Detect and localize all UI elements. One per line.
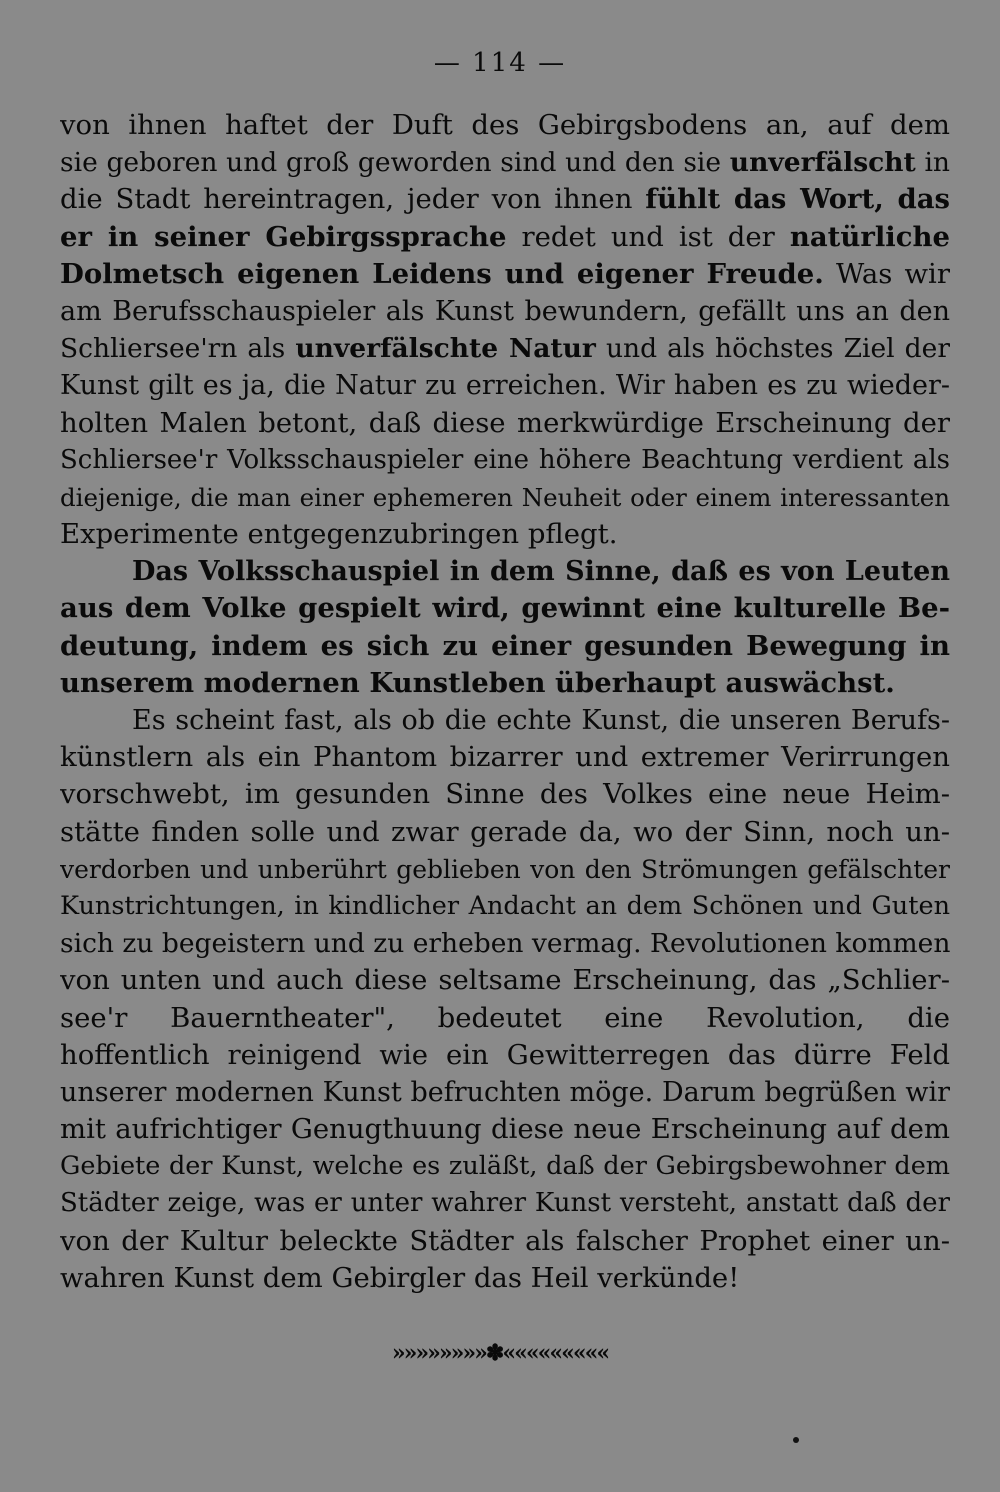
text-segment: Schliersee'r Volksschauspieler eine höhere Beachtung verdient als [60,444,950,475]
text-line [60,739,950,776]
text-line [60,1111,950,1148]
text-segment: von ihnen haftet der Duft des Gebirgsbodens an, auf dem [60,109,950,141]
text-line [60,888,950,925]
text-segment: die Stadt hereintragen, jeder von ihnen [60,183,646,216]
emphasized-text: aus dem Volke gespielt wird, gewinnt eine kulturelle Be- [60,592,950,625]
text-line [60,962,950,999]
text-segment: diejenige, die man einer ephemeren Neuheit oder einem interessanten [60,482,950,512]
text-segment: Es scheint fast, als ob die echte Kunst, die unseren Berufs- [132,705,950,736]
text-segment: see'r Bauerntheater", bedeutet eine Revolution, die [60,1001,950,1034]
text-segment: wahren Kunst dem Gebirgler das Heil verkünde! [60,1261,740,1294]
emphasized-text: unverfälscht [729,147,916,179]
text-line [60,665,950,702]
text-line [60,590,950,627]
emphasized-text: unserem modernen Kunstleben überhaupt auswächst. [60,666,895,699]
text-segment: künstlern als ein Phantom bizarrer und extremer Verirrungen [60,741,950,774]
text-segment: verdorben und unberührt geblieben von den Strömungen gefälschter [60,854,950,884]
emphasized-text: natürliche [789,220,950,253]
text-segment: von unten und auch diese seltsame Erscheinung, das „Schlier- [60,964,950,997]
emphasized-text: Dolmetsch eigenen Leidens und eigener Freude. [60,257,824,290]
text-line [60,330,950,367]
text-line [60,442,950,479]
text-segment: unserer modernen Kunst befruchten möge. Darum begrüßen wir [60,1076,950,1108]
text-segment: Städter zeige, was er unter wahrer Kunst versteht, anstatt daß der [60,1188,950,1219]
text-segment: am Berufsschauspieler als Kunst bewundern, gefällt uns an den [60,295,950,327]
emphasized-text: unverfälschte Natur [295,333,596,365]
text-segment: sich zu begeistern und zu erheben vermag. Revolutionen kommen [60,928,950,960]
text-segment: und als höchstes Ziel der [595,333,950,365]
text-segment: Kunst gilt es ja, die Natur zu erreichen. Wir haben es zu wieder- [60,370,950,402]
text-line [60,1260,950,1297]
text-segment: mit aufrichtiger Genugthuung diese neue Erscheinung auf dem [60,1113,950,1146]
text-line [60,1000,950,1037]
text-line [60,1148,950,1185]
text-line [60,107,950,144]
text-line [60,144,950,181]
text-line [60,851,950,888]
fleuron-divider-icon: »»»»»»»»✽««««««««« [391,1340,609,1366]
emphasized-text: Das Volksschauspiel in dem Sinne, daß es von Leuten [132,556,950,588]
text-segment: von der Kultur beleckte Städter als falscher Prophet einer un- [60,1224,950,1257]
text-segment: Schliersee'rn als [60,333,296,365]
text-line [60,479,950,516]
text-line [60,1037,950,1074]
page-number: — 114 — [433,48,567,78]
text-segment: stätte finden solle und zwar gerade da, wo der Sinn, noch un- [60,815,950,848]
text-line [60,925,950,962]
text-line [60,219,950,256]
text-segment: hoffentlich reinigend wie ein Gewitterregen das dürre Feld [60,1038,950,1071]
text-segment: holten Malen betont, daß diese merkwürdige Erscheinung der [60,406,950,439]
text-line [60,367,950,404]
text-segment: sie geboren und groß geworden sind und den sie [60,147,730,179]
text-line [60,814,950,851]
text-line [60,293,950,330]
text-line [60,1223,950,1260]
text-segment: Gebiete der Kunst, welche es zuläßt, daß der Gebirgsbewohner dem [60,1151,950,1182]
text-segment: redet und ist der [506,220,790,253]
text-line [60,405,950,442]
body-text [60,107,950,1297]
ink-speck [793,1437,799,1443]
text-segment: Kunstrichtungen, in kindlicher Andacht an dem Schönen und Guten [60,890,950,921]
text-segment: in [915,147,950,179]
text-line [60,1074,950,1111]
emphasized-text: deutung, indem es sich zu einer gesunden Bewegung in [60,629,950,662]
text-line [60,776,950,813]
emphasized-text: er in seiner Gebirgssprache [60,220,507,253]
text-line [60,1185,950,1222]
emphasized-text: fühlt das Wort, das [645,183,950,216]
text-line [60,553,950,590]
text-line [60,256,950,293]
text-line [60,628,950,665]
text-segment: vorschwebt, im gesunden Sinne des Volkes eine neue Heim- [60,778,950,811]
text-line [60,181,950,218]
text-line [60,702,950,739]
text-segment: Experimente entgegenzubringen pflegt. [60,518,618,551]
text-line [60,516,950,553]
text-segment: Was wir [823,257,950,290]
